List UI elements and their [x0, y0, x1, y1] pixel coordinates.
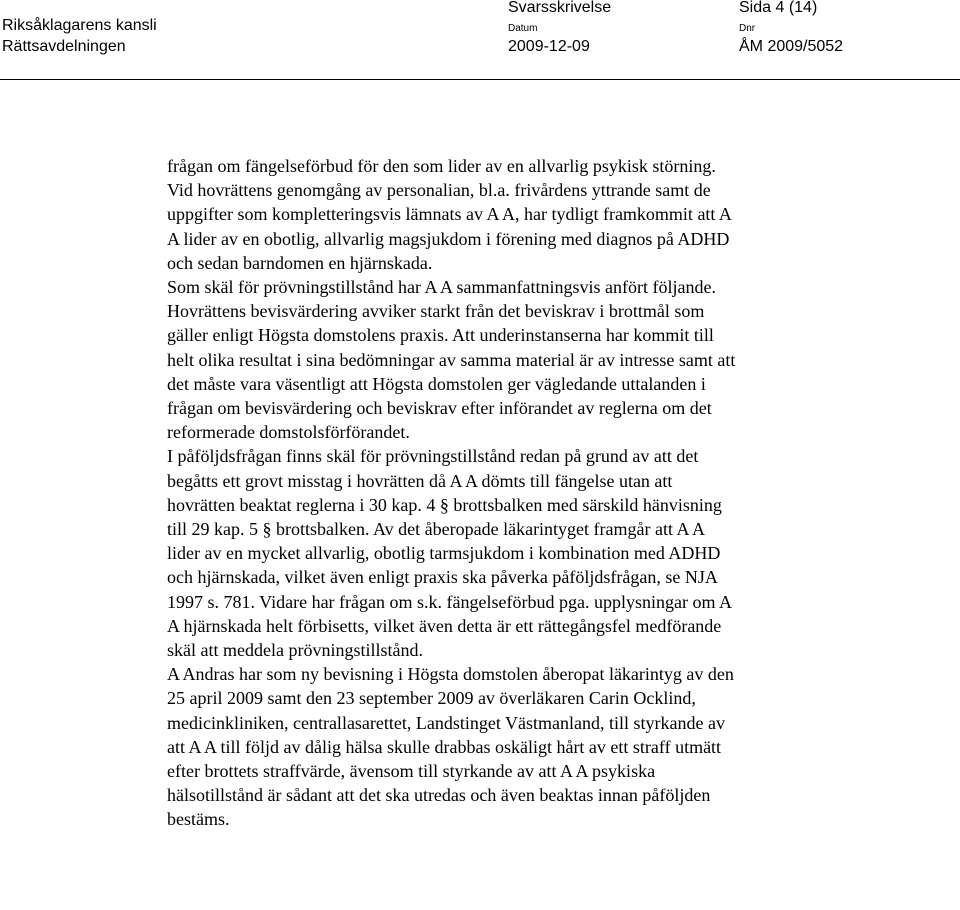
paragraph-line: det måste vara väsentligt att Högsta domstolen ger vägledande uttalanden i	[167, 373, 706, 394]
paragraph-3	[167, 299, 867, 444]
paragraph-line: A lider av en obotlig, allvarlig magsjukdom i förening med diagnos på ADHD	[167, 228, 730, 249]
paragraph-line: helt olika resultat i sina bedömningar av samma material är av intresse samt att	[167, 349, 736, 370]
paragraph-line: skäl att meddela prövningstillstånd.	[167, 640, 423, 661]
paragraph-line: uppgifter som kompletteringsvis lämnats av A A, har tydligt framkommit att A	[167, 204, 732, 225]
paragraph-line: att A A till följd av dålig hälsa skulle drabbas oskäligt hårt av ett straff utmätt	[167, 736, 722, 757]
document-header	[0, 0, 960, 80]
paragraph-line: A hjärnskada helt förbisetts, vilket även detta är ett rättegångsfel medförande	[167, 615, 722, 636]
paragraph-line: frågan om bevisvärdering och beviskrav efter införandet av reglerna om det	[167, 398, 712, 419]
paragraph-line: och sedan barndomen en hjärnskada.	[167, 252, 433, 273]
document-body	[167, 154, 867, 832]
dnr-label: Dnr	[739, 23, 756, 34]
paragraph-line: I påföljdsfrågan finns skäl för prövningstillstånd redan på grund av att det	[167, 446, 699, 467]
department-name: Rättsavdelningen	[2, 38, 126, 55]
paragraph-line: reformerade domstolsförförandet.	[167, 422, 410, 443]
paragraph-2	[167, 275, 867, 299]
paragraph-line: Hovrättens bevisvärdering avviker starkt från det beviskrav i brottmål som	[167, 301, 705, 322]
paragraph-line: Vid hovrättens genomgång av personalian, bl.a. frivårdens yttrande samt de	[167, 180, 711, 201]
dnr-value: ÅM 2009/5052	[739, 38, 844, 55]
date-label: Datum	[508, 23, 538, 34]
paragraph-4	[167, 444, 867, 662]
paragraph-line: begåtts ett grovt misstag i hovrätten då A A dömts till fängelse utan att	[167, 470, 673, 491]
header-divider	[0, 79, 960, 80]
paragraph-line: bestäms.	[167, 809, 230, 830]
paragraph-1	[167, 154, 867, 275]
date-value: 2009-12-09	[508, 38, 590, 55]
paragraph-line: gäller enligt Högsta domstolens praxis. Att underinstanserna har kommit till	[167, 325, 714, 346]
paragraph-line: till 29 kap. 5 § brottsbalken. Av det åberopade läkarintyget framgår att A A	[167, 519, 706, 540]
paragraph-line: A Andras har som ny bevisning i Högsta domstolen åberopat läkarintyg av den	[167, 664, 734, 685]
paragraph-line: medicinkliniken, centrallasarettet, Landstinget Västmanland, till styrkande av	[167, 712, 725, 733]
paragraph-line: och hjärnskada, vilket även enligt praxis ska påverka påföljdsfrågan, se NJA	[167, 567, 718, 588]
paragraph-5	[167, 662, 867, 831]
paragraph-line: efter brottets straffvärde, ävensom till styrkande av att A A psykiska	[167, 761, 656, 782]
paragraph-line: hovrätten beaktat reglerna i 30 kap. 4 § brottsbalken med särskild hänvisning	[167, 494, 722, 515]
page-number: Sida 4 (14)	[739, 0, 818, 16]
organization-name: Riksåklagarens kansli	[2, 17, 157, 34]
paragraph-line: frågan om fängelseförbud för den som lider av en allvarlig psykisk störning.	[167, 156, 716, 176]
paragraph-line: 25 april 2009 samt den 23 september 2009 av överläkaren Carin Ocklind,	[167, 688, 696, 709]
paragraph-line: lider av en mycket allvarlig, obotlig tarmsjukdom i kombination med ADHD	[167, 543, 721, 564]
paragraph-line: 1997 s. 781. Vidare har frågan om s.k. fängelseförbud pga. upplysningar om A	[167, 591, 732, 612]
paragraph-line: Som skäl för prövningstillstånd har A A sammanfattningsvis anfört följande.	[167, 277, 716, 298]
document-type: Svarsskrivelse	[508, 0, 612, 16]
paragraph-line: hälsotillstånd är sådant att det ska utredas och även beaktas innan påföljden	[167, 785, 711, 806]
